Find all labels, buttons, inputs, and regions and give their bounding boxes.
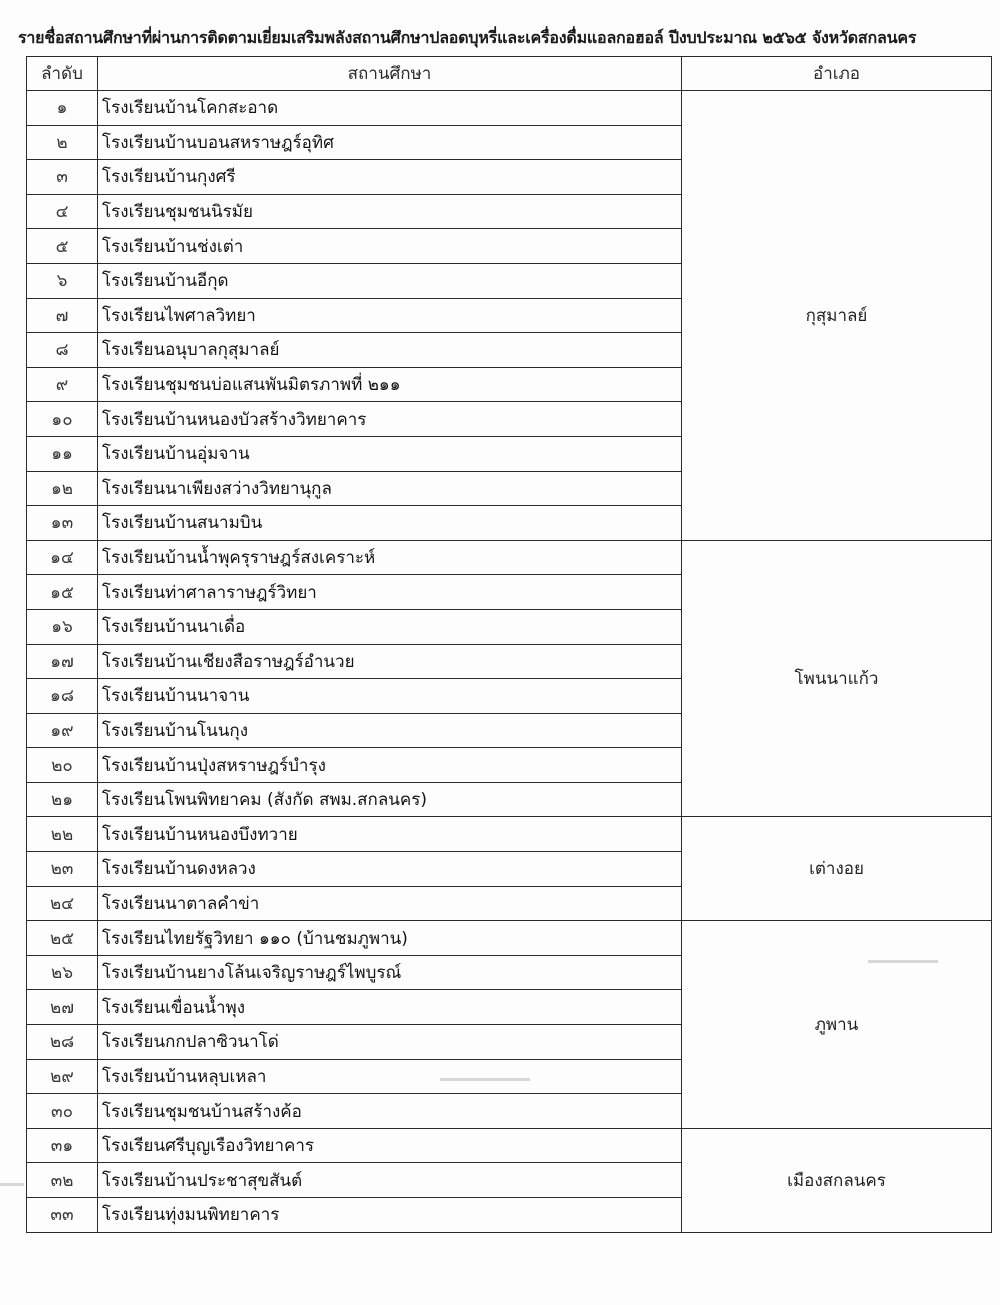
table-header-row [27, 57, 992, 91]
row-number: ๑๘ [27, 679, 98, 714]
district-name: เต่างอย [682, 817, 992, 921]
district-name: โพนนาแก้ว [682, 540, 992, 817]
school-name: โรงเรียนบ้านนาเดื่อ [98, 609, 682, 644]
school-name: โรงเรียนบ้านยางโล้นเจริญราษฎร์ไพบูรณ์ [98, 955, 682, 990]
row-number: ๑๕ [27, 575, 98, 610]
table-row [27, 921, 992, 956]
school-name: โรงเรียนบ้านอีกุด [98, 263, 682, 298]
school-name: โรงเรียนท่าศาลาราษฎร์วิทยา [98, 575, 682, 610]
row-number: ๒๕ [27, 921, 98, 956]
row-number: ๒๙ [27, 1059, 98, 1094]
school-name: โรงเรียนบ้านช่งเต่า [98, 229, 682, 264]
school-name: โรงเรียนบ้านประชาสุขสันต์ [98, 1163, 682, 1198]
row-number: ๙ [27, 367, 98, 402]
school-name: โรงเรียนอนุบาลกุสุมาลย์ [98, 333, 682, 368]
school-name: โรงเรียนบ้านหนองบัวสร้างวิทยาคาร [98, 402, 682, 437]
scan-artifact [440, 1078, 530, 1081]
district-name: เมืองสกลนคร [682, 1128, 992, 1232]
school-name: โรงเรียนทุ่งมนพิทยาคาร [98, 1198, 682, 1233]
row-number: ๘ [27, 333, 98, 368]
table-row [27, 91, 992, 126]
school-name: โรงเรียนนาเพียงสว่างวิทยานุกูล [98, 471, 682, 506]
table-row [27, 540, 992, 575]
school-name: โรงเรียนบ้านอุ่มจาน [98, 436, 682, 471]
school-name: โรงเรียนบ้านหลุบเหลา [98, 1059, 682, 1094]
row-number: ๒๐ [27, 748, 98, 783]
row-number: ๕ [27, 229, 98, 264]
row-number: ๒๓ [27, 852, 98, 887]
table-row [27, 1128, 992, 1163]
district-name: ภูพาน [682, 921, 992, 1129]
row-number: ๑๑ [27, 436, 98, 471]
school-name: โรงเรียนบ้านโนนกุง [98, 713, 682, 748]
school-name: โรงเรียนบ้านปุ่งสหราษฎร์บำรุง [98, 748, 682, 783]
row-number: ๗ [27, 298, 98, 333]
school-name: โรงเรียนโพนพิทยาคม (สังกัด สพม.สกลนคร) [98, 782, 682, 817]
school-name: โรงเรียนบ้านหนองบึงทวาย [98, 817, 682, 852]
school-name: โรงเรียนไทยรัฐวิทยา ๑๑๐ (บ้านชมภูพาน) [98, 921, 682, 956]
school-name: โรงเรียนชุมชนบ้านสร้างค้อ [98, 1094, 682, 1129]
row-number: ๒๖ [27, 955, 98, 990]
scan-artifact [868, 960, 938, 963]
row-number: ๑๙ [27, 713, 98, 748]
row-number: ๑๔ [27, 540, 98, 575]
row-number: ๓๓ [27, 1198, 98, 1233]
school-name: โรงเรียนศรีบุญเรืองวิทยาคาร [98, 1128, 682, 1163]
document-title: รายชื่อสถานศึกษาที่ผ่านการติดตามเยี่ยมเสริมพลังสถานศึกษาปลอดบุหรี่และเครื่องดื่มแอลกอฮอล์ ปีงบประมาณ ๒๕๖๕ จังหวัดสกลนคร [18, 28, 917, 47]
row-number: ๔ [27, 194, 98, 229]
district-name: กุสุมาลย์ [682, 91, 992, 541]
row-number: ๓๐ [27, 1094, 98, 1129]
school-name: โรงเรียนบ้านบอนสหราษฎร์อุทิศ [98, 125, 682, 160]
school-name: โรงเรียนชุมชนบ่อแสนพันมิตรภาพที่ ๒๑๑ [98, 367, 682, 402]
header-district: อำเภอ [682, 57, 992, 91]
table-row [27, 817, 992, 852]
school-name: โรงเรียนกกปลาซิวนาโด่ [98, 1025, 682, 1060]
school-name: โรงเรียนชุมชนนิรมัย [98, 194, 682, 229]
school-name: โรงเรียนไพศาลวิทยา [98, 298, 682, 333]
school-name: โรงเรียนบ้านกุงศรี [98, 160, 682, 195]
row-number: ๑๒ [27, 471, 98, 506]
row-number: ๑๓ [27, 506, 98, 541]
school-name: โรงเรียนบ้านเชียงสือราษฎร์อำนวย [98, 644, 682, 679]
school-name: โรงเรียนนาตาลคำข่า [98, 886, 682, 921]
school-name: โรงเรียนบ้านดงหลวง [98, 852, 682, 887]
row-number: ๑๗ [27, 644, 98, 679]
row-number: ๒ [27, 125, 98, 160]
row-number: ๑ [27, 91, 98, 126]
row-number: ๒๔ [27, 886, 98, 921]
school-name: โรงเรียนเขื่อนน้ำพุง [98, 990, 682, 1025]
row-number: ๑๖ [27, 609, 98, 644]
header-school: สถานศึกษา [98, 57, 682, 91]
row-number: ๒๗ [27, 990, 98, 1025]
row-number: ๓๒ [27, 1163, 98, 1198]
scan-artifact [0, 1183, 24, 1186]
row-number: ๒๑ [27, 782, 98, 817]
school-name: โรงเรียนบ้านโคกสะอาด [98, 91, 682, 126]
row-number: ๒๘ [27, 1025, 98, 1060]
school-name: โรงเรียนบ้านน้ำพุครุราษฎร์สงเคราะห์ [98, 540, 682, 575]
row-number: ๑๐ [27, 402, 98, 437]
header-no: ลำดับ [27, 57, 98, 91]
row-number: ๖ [27, 263, 98, 298]
school-list-table [26, 56, 992, 1233]
row-number: ๓๑ [27, 1128, 98, 1163]
school-name: โรงเรียนบ้านสนามบิน [98, 506, 682, 541]
table-body [27, 91, 992, 1233]
school-name: โรงเรียนบ้านนาจาน [98, 679, 682, 714]
row-number: ๓ [27, 160, 98, 195]
row-number: ๒๒ [27, 817, 98, 852]
